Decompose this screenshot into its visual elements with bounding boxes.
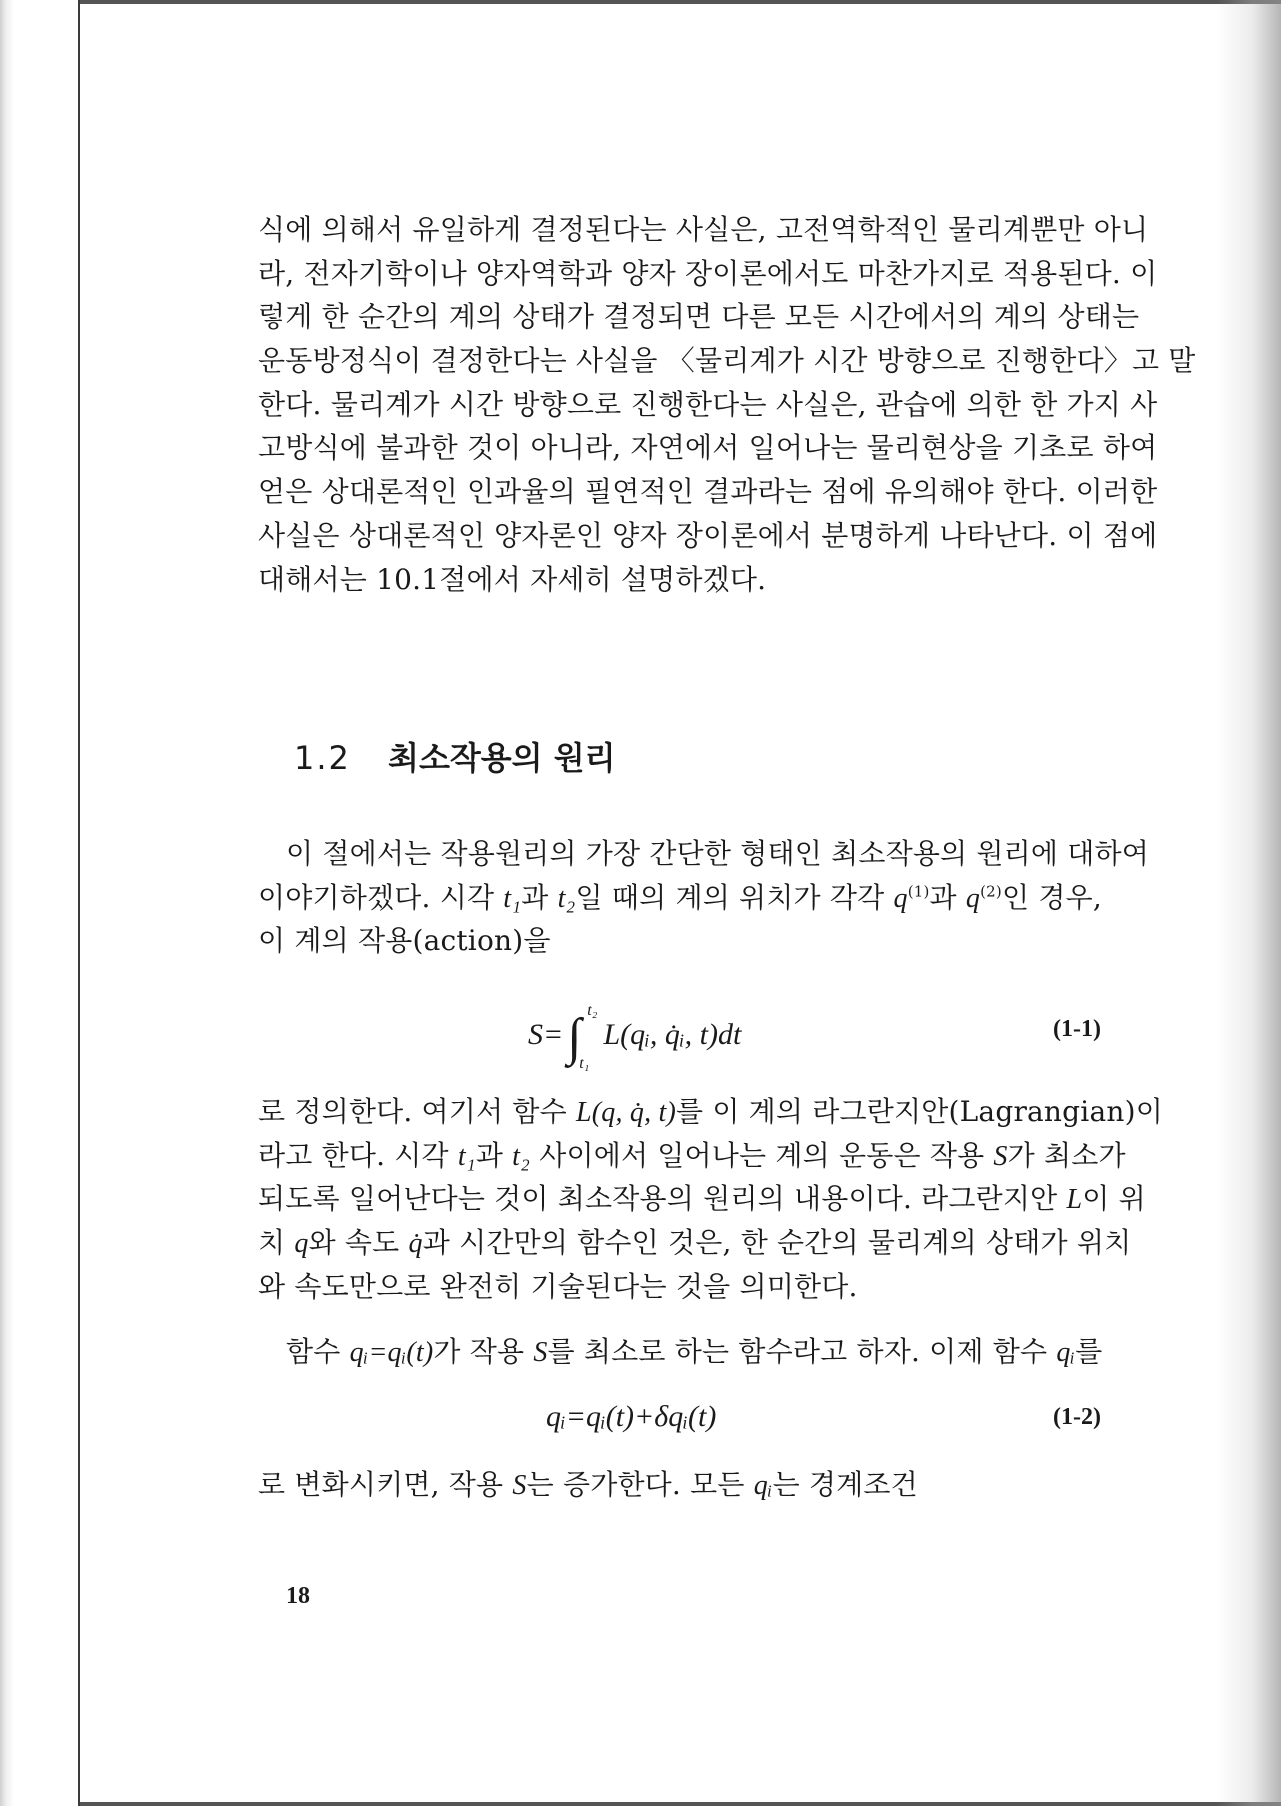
text-line: 운동방정식이 결정한다는 사실을 〈물리계가 시간 방향으로 진행한다〉고 말 <box>258 344 1196 378</box>
math-q: q <box>965 882 981 914</box>
page-number: 18 <box>286 1583 310 1609</box>
page-binding-edge <box>0 0 80 1806</box>
text-run: 로 변화시키면, 작용 <box>258 1468 513 1501</box>
text-line <box>258 876 1133 920</box>
page-curl-shadow <box>1217 0 1281 1806</box>
text-line: 식에 의해서 유일하게 결정된다는 사실은, 고전역학적인 물리계뿐만 아니 <box>258 213 1149 246</box>
math-S: S <box>993 1140 1008 1172</box>
math-superscript: (2) <box>980 882 1002 901</box>
text-line <box>258 1177 1146 1221</box>
text-line: 라, 전자기학이나 양자역학과 양자 장이론에서도 마찬가지로 적용된다. 이 <box>258 256 1158 290</box>
text-run: 이야기하겠다. 시각 <box>258 880 504 914</box>
text-line <box>258 1221 1133 1265</box>
math-qi: qᵢ <box>1056 1337 1076 1368</box>
integral-upper-limit: t₂ <box>587 1002 598 1019</box>
text-run: 치 <box>258 1226 295 1260</box>
math-expression: qᵢ=qᵢ(t) <box>349 1337 434 1368</box>
text-run: 과 시간만의 함수인 것은, 한 순간의 물리계의 상태가 위치 <box>422 1226 1132 1260</box>
text-run: 라고 한다. 시각 <box>258 1138 458 1172</box>
equation-expression <box>528 1002 742 1072</box>
integral-sign: ∫ t₂ t₁ <box>567 1002 598 1072</box>
text-run: 로 정의한다. 여기서 함수 <box>258 1095 576 1128</box>
math-lagrangian: L(q, q̇, t) <box>575 1097 676 1128</box>
text-run: 는 경계조건 <box>772 1468 918 1501</box>
paragraph-3 <box>258 1090 1163 1308</box>
math-t1: t₁ <box>457 1140 476 1172</box>
text-line: 얻은 상대론적인 인과율의 필연적인 결과라는 점에 유의해야 한다. 이러한 <box>258 475 1158 509</box>
section-heading <box>294 733 616 779</box>
text-run: 함수 <box>286 1335 350 1368</box>
paragraph-5 <box>258 1463 1133 1507</box>
math-t1: t₁ <box>503 882 522 914</box>
text-run: 인 경우, <box>1001 880 1102 914</box>
text-line: 와 속도만으로 완전히 기술된다는 것을 의미한다. <box>258 1269 858 1303</box>
math-qdot: q̇ <box>408 1228 423 1260</box>
text-run: 과 <box>475 1138 513 1172</box>
text-line: 대해서는 10.1절에서 자세히 설명하겠다. <box>258 562 767 596</box>
text-run: 가 최소가 <box>1007 1138 1126 1172</box>
text-run: 를 이 계의 라그란지안(Lagrangian)이 <box>675 1095 1163 1128</box>
section-number: 1.2 <box>294 739 351 777</box>
page-bottom-border <box>80 1802 1281 1806</box>
math-t2: t₂ <box>512 1140 531 1172</box>
math-t2: t₂ <box>557 882 576 914</box>
text-line: 사실은 상대론적인 양자론인 양자 장이론에서 분명하게 나타난다. 이 점에 <box>258 518 1158 552</box>
equation-expression: qᵢ=qᵢ(t)+δqᵢ(t) <box>546 1400 717 1433</box>
equation-number: (1-2) <box>1053 1404 1101 1430</box>
equation-lhs: S= <box>528 1018 564 1051</box>
page-top-border <box>80 0 1281 4</box>
text-run: 가 작용 <box>433 1335 534 1368</box>
math-superscript: (1) <box>907 882 930 901</box>
text-line <box>258 1090 1163 1134</box>
text-run: 과 <box>521 880 558 914</box>
text-run: 이 위 <box>1082 1182 1146 1216</box>
text-line: 고방식에 불과한 것이 아니라, 자연에서 일어나는 물리현상을 기초로 하여 <box>258 431 1158 465</box>
text-line <box>258 1330 1133 1374</box>
integral-lower-limit: t₁ <box>579 1055 590 1072</box>
text-line: 한다. 물리계가 시간 방향으로 진행한다는 사실은, 관습에 의한 한 가지 사 <box>258 387 1158 421</box>
math-L: L <box>1066 1184 1083 1216</box>
text-line: 이 절에서는 작용원리의 가장 간단한 형태인 최소작용의 원리에 대하여 <box>286 837 1149 870</box>
text-run: 를 <box>1075 1335 1103 1368</box>
math-qi: qᵢ <box>753 1470 773 1501</box>
text-run: 되도록 일어난다는 것이 최소작용의 원리의 내용이다. 라그란지안 <box>258 1182 1067 1216</box>
text-line <box>258 1134 1133 1178</box>
math-q: q <box>893 882 908 914</box>
paragraph-4 <box>258 1330 1133 1374</box>
text-line <box>258 1463 1133 1507</box>
paragraph-1 <box>258 208 1196 601</box>
math-q: q <box>294 1228 309 1260</box>
equation-number: (1-1) <box>1053 1016 1101 1042</box>
text-line: 이 계의 작용(action)을 <box>258 924 551 958</box>
text-line: 렇게 한 순간의 계의 상태가 결정되면 다른 모든 시간에서의 계의 상태는 <box>258 300 1140 334</box>
math-S: S <box>512 1470 527 1501</box>
text-run: 과 <box>929 880 966 914</box>
equation-1-2 <box>258 1392 1133 1452</box>
section-title: 최소작용의 원리 <box>388 739 616 777</box>
math-S: S <box>533 1337 548 1368</box>
integrand: L(qᵢ, q̇ᵢ, t)dt <box>603 1018 742 1051</box>
text-run: 는 증가한다. 모든 <box>526 1468 754 1501</box>
text-run: 를 최소로 하는 함수라고 하자. 이제 함수 <box>547 1335 1057 1368</box>
equation-1-1 <box>258 1002 1133 1072</box>
text-run: 사이에서 일어나는 계의 운동은 작용 <box>530 1138 994 1172</box>
paragraph-2 <box>258 832 1149 963</box>
text-run: 일 때의 계의 위치가 각각 <box>575 880 894 914</box>
text-run: 와 속도 <box>308 1226 409 1260</box>
